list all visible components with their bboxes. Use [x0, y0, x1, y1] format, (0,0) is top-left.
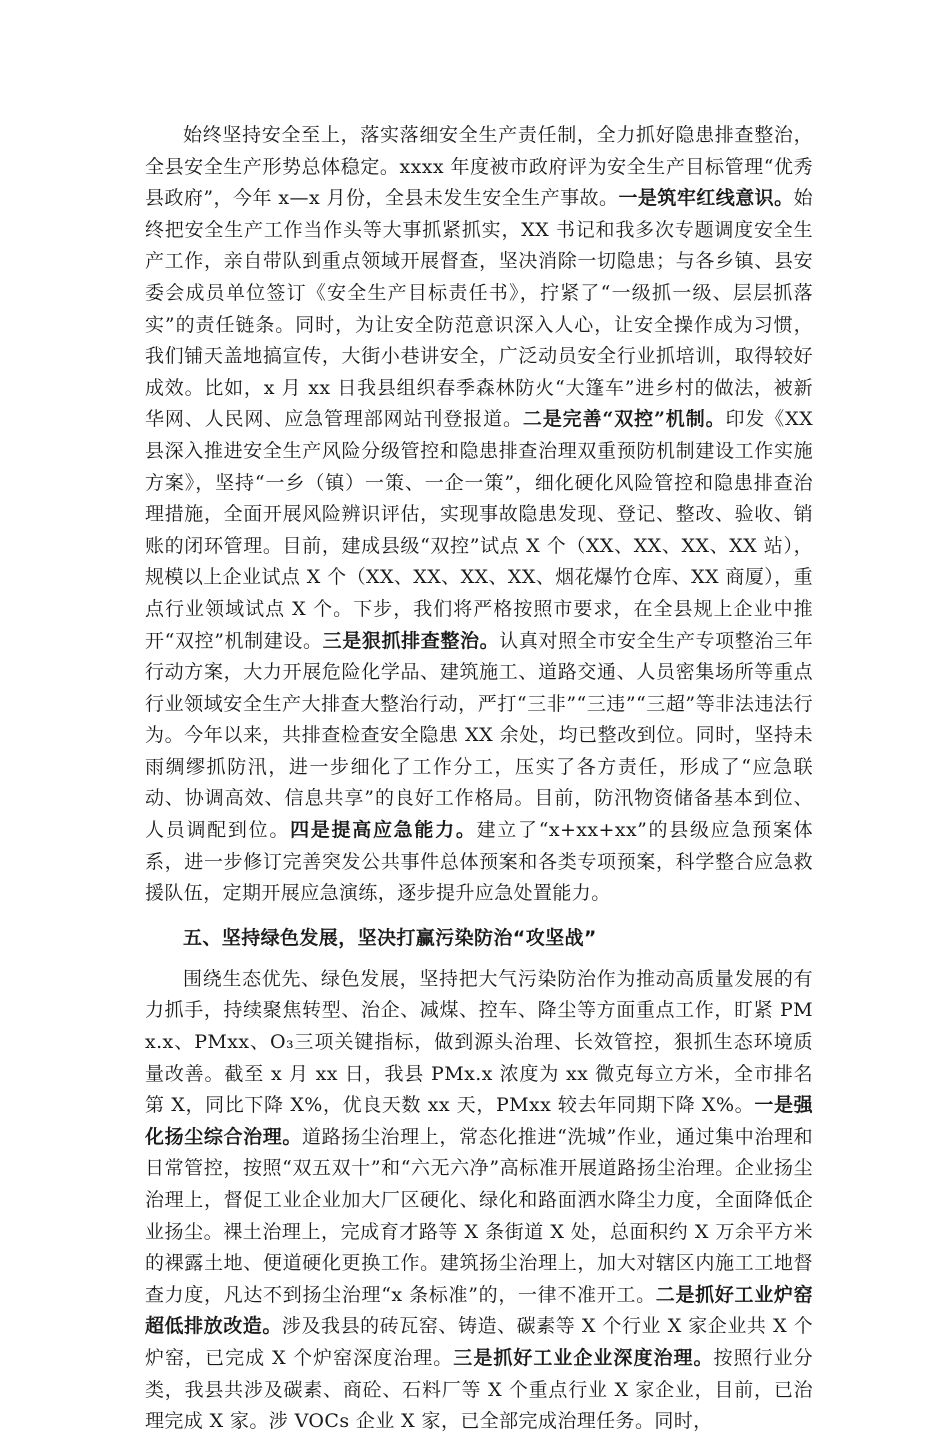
bold-lead-dual-control: 二是完善“双控”机制。: [522, 408, 726, 431]
paragraph-text: 印发《XX 县深入推进安全生产风险分级管控和隐患排查治理双重预防机制建设工作实施方案》，坚持“一乡（镇）一策、一企一策”，细化硬化风险管控和隐患排查治理措施，全面开展风险辨识评估，实现事故隐患发现、登记、整改、验收、销账的闭环管理。目前，建成县级“双控”试点 X 个（XX、XX、XX、XX 站），规模以上企业试点 X 个（XX、XX、XX、XX、烟花爆竹仓库、XX 商厦），重点行业领域试点 X 个。下步，我们将严格按照市要求，在全县规上企业中推开“双控”机制建设。: [145, 408, 813, 652]
paragraph-safety-production: [145, 120, 813, 910]
bold-lead-kiln: 二是抓好工业炉窑超低排放改造。: [145, 1283, 813, 1338]
paragraph-text: 建立了“x+xx+xx”的县级应急预案体系，进一步修订完善突发公共事件总体预案和各类专项预案，科学整合应急救援队伍，定期开展应急演练，逐步提升应急处置能力。: [145, 819, 813, 905]
bold-lead-redline: 一是筑牢红线意识。: [618, 187, 794, 210]
paragraph-text: 始终坚持安全至上，落实落细安全生产责任制，全力抓好隐患排查整治，全县安全生产形势总体稳定。xxxx 年度被市政府评为安全生产目标管理“优秀县政府”，今年 x—x 月份，全县未发生安全生产事故。: [145, 124, 813, 210]
bold-lead-emergency: 四是提高应急能力。: [290, 819, 477, 842]
bold-lead-dust: 一是强化扬尘综合治理。: [145, 1094, 814, 1148]
section-heading-green-development: 五、坚持绿色发展，坚决打赢污染防治“攻坚战”: [183, 926, 597, 949]
document-page: [145, 120, 813, 1438]
paragraph-pollution-control: [145, 964, 813, 1438]
paragraph-text: 认真对照全市安全生产专项整治三年行动方案，大力开展危险化学品、建筑施工、道路交通、人员密集场所等重点行业领域安全生产大排查大整治行动，严打“三非”“三违”“三超”等非法违法行为。今年以来，共排查检查安全隐患 XX 余处，均已整改到位。同时，坚持未雨绸缪抓防汛，进一步细化了工作分工，压实了各方责任，形成了“应急联动、协调高效、信息共享”的良好工作格局。目前，防汛物资储备基本到位、人员调配到位。: [145, 629, 813, 842]
bold-lead-industrial: 三是抓好工业企业深度治理。: [453, 1346, 714, 1369]
paragraph-text: 围绕生态优先、绿色发展，坚持把大气污染防治作为推动高质量发展的有力抓手，持续聚焦转型、治企、减煤、控车、降尘等方面重点工作，盯紧 PMx.x、PMxx、O₃三项关键指标，做到源头治理、长效管控，狠抓生态环境质量改善。截至 x 月 xx 日，我县 PMx.x 浓度为 xx 微克每立方米，全市排名第 X，同比下降 X%，优良天数 xx 天，PMxx 较去年同期下降 X%。: [145, 967, 813, 1117]
paragraph-text: 道路扬尘治理上，常态化推进“洗城”作业，通过集中治理和日常管控，按照“双五双十”和“六无六净”高标准开展道路扬尘治理。企业扬尘治理上，督促工业企业加大厂区硬化、绿化和路面洒水降尘力度，全面降低企业扬尘。裸土治理上，完成育才路等 X 条街道 X 处，总面积约 X 万余平方米的裸露土地、便道硬化更换工作。建筑扬尘治理上，加大对辖区内施工工地督查力度，凡达不到扬尘治理“x 条标准”的，一律不准开工。: [145, 1125, 813, 1306]
paragraph-text: 始终把安全生产工作当作头等大事抓紧抓实，XX 书记和我多次专题调度安全生产工作，亲自带队到重点领域开展督查，坚决消除一切隐患；与各乡镇、县安委会成员单位签订《安全生产目标责任书》，拧紧了“一级抓一级、层层抓落实”的责任链条。同时，为让安全防范意识深入人心，让安全操作成为习惯，我们铺天盖地搞宣传，大街小巷讲安全，广泛动员安全行业抓培训，取得较好成效。比如，x 月 xx 日我县组织春季森林防火“大篷车”进乡村的做法，被新华网、人民网、应急管理部网站刊登报道。: [145, 187, 813, 431]
bold-lead-inspection: 三是狠抓排查整治。: [322, 629, 500, 652]
paragraph-text: 按照行业分类，我县共涉及碳素、商砼、石料厂等 X 个重点行业 X 家企业，目前，已治理完成 X 家。涉 VOCs 企业 X 家，已全部完成治理任务。同时，: [145, 1346, 814, 1433]
paragraph-text: 涉及我县的砖瓦窑、铸造、碳素等 X 个行业 X 家企业共 X 个炉窑，已完成 X 个炉窑深度治理。: [145, 1315, 813, 1369]
